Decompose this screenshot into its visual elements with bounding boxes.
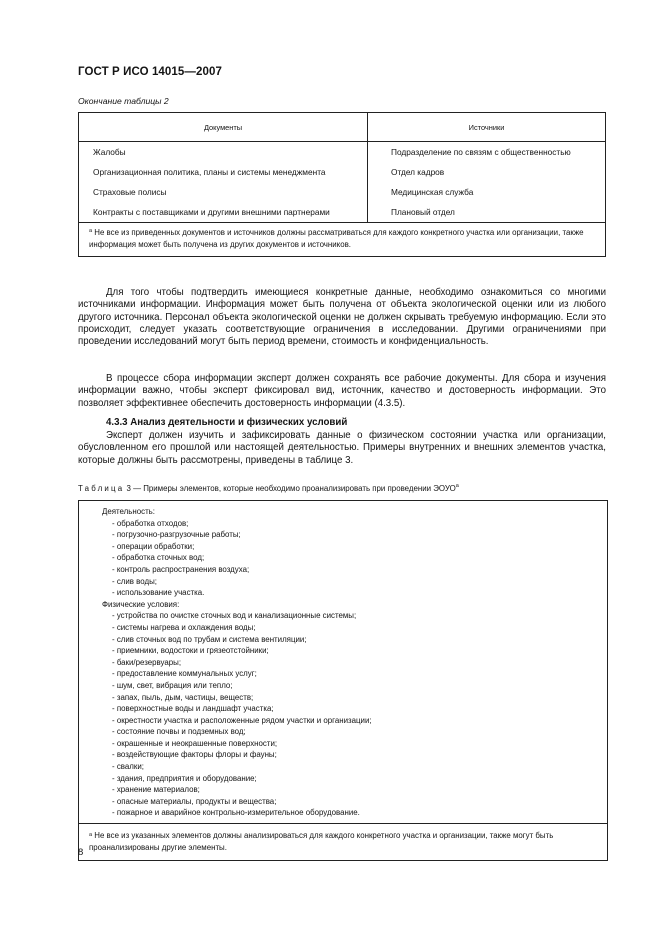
list-item: - шум, свет, вибрация или тепло; [112, 680, 233, 690]
list-item: - системы нагрева и охлаждения воды; [112, 622, 256, 632]
table2-doc-cell: Организационная политика, планы и системы менеджмента [79, 162, 368, 182]
table2-continuation-caption: Окончание таблицы 2 [78, 96, 169, 106]
table2-col-sources: Источники [368, 113, 606, 142]
group-list [102, 518, 599, 599]
table2-footnote-text: Не все из приведенных документов и источников должны рассматриваться для каждого конкретного участка или организации, также информация может быть получена из других документов и источников. [89, 228, 584, 249]
footnote-mark: а [89, 832, 93, 839]
table2-src-cell: Плановый отдел [368, 202, 606, 223]
table-row [79, 162, 606, 182]
list-item: - свалки; [112, 762, 144, 772]
paragraph [78, 287, 606, 348]
paragraph-text: Для того чтобы подтвердить имеющиеся конкретные данные, необходимо ознакомиться со многими источниками информации. Информация может быть получена от объекта экологической оценки или из любого другого источника. Персонал объекта экологической оценки не должен скрывать требуемую информацию. Если это происходит, следует указать соответствующие ограничения в исследовании. Другими ограничениями при проведении исследований могут быть период времени, стоимость и конфиденциальность. [78, 287, 606, 348]
footnote-mark: а [455, 483, 459, 489]
list-item: - баки/резервуары; [112, 657, 182, 667]
list-item: - слив сточных вод по трубам и система вентиляции; [112, 634, 307, 644]
list-item: - опасные материалы, продукты и вещества; [112, 796, 277, 806]
table2-footnote [79, 223, 606, 257]
list-item: - слив воды; [112, 576, 157, 586]
table-row [79, 182, 606, 202]
table-row [79, 202, 606, 223]
list-item: - пожарное и аварийное контрольно-измерительное оборудование. [112, 808, 360, 818]
section-heading: 4.3.3 Анализ деятельности и физических условий [106, 417, 348, 428]
table3-footnote-text: Не все из указанных элементов должны анализироваться для каждого конкретного участка и организации, также могут быть проанализированы другие элементы. [89, 831, 554, 853]
group-list [102, 610, 599, 819]
list-item: - окрашенные и неокрашенные поверхности; [112, 738, 278, 748]
table2-doc-cell: Контракты с поставщиками и другими внешними партнерами [79, 202, 368, 223]
table2-doc-cell: Страховые полисы [79, 182, 368, 202]
table2-src-cell: Отдел кадров [368, 162, 606, 182]
list-item: - предоставление коммунальных услуг; [112, 669, 257, 679]
table-row [79, 142, 606, 163]
table2-note-row [79, 223, 606, 257]
table3-caption-text: 3 — Примеры элементов, которые необходимо проанализировать при проведении ЭОУО [126, 484, 456, 493]
list-item: - приемники, водостоки и грязеотстойники; [112, 646, 269, 656]
table3-caption [78, 484, 459, 493]
list-item: - поверхностные воды и ландшафт участка; [112, 704, 274, 714]
paragraph [78, 373, 606, 410]
list-item: - использование участка. [112, 588, 205, 598]
list-item: - погрузочно-разгрузочные работы; [112, 530, 241, 540]
table3-footnote [79, 824, 607, 860]
table2-header-row [79, 113, 606, 142]
page-number: 8 [78, 847, 84, 858]
list-item: - хранение материалов; [112, 785, 200, 795]
list-item: - здания, предприятия и оборудование; [112, 773, 257, 783]
table2 [78, 112, 606, 257]
paragraph-text: В процессе сбора информации эксперт должен сохранять все рабочие документы. Для сбора и изучения информации важно, чтобы эксперт фиксировал вид, источник, качество и достоверность информации. Это позволяет эффективнее обеспечить достоверность информации (4.3.5). [78, 373, 606, 409]
table2-col-documents: Документы [79, 113, 368, 142]
paragraph [78, 430, 606, 467]
list-item: - операции обработки; [112, 541, 195, 551]
list-item: - обработка сточных вод; [112, 553, 205, 563]
table3-caption-prefix: Таблица [78, 484, 125, 493]
table2-src-cell: Медицинская служба [368, 182, 606, 202]
footnote-mark: а [89, 228, 93, 234]
table3 [78, 500, 608, 861]
list-item: - устройства по очистке сточных вод и канализационные системы; [112, 611, 357, 621]
paragraph-text: Эксперт должен изучить и зафиксировать данные о физическом состоянии участка или организации, обусловленном его прошлой или настоящей деятельностью. Примеры внутренних и внешних элементов участка, которые должны быть рассмотрены, приведены в таблице 3. [78, 430, 606, 466]
group-title: Деятельность: [102, 507, 155, 516]
list-item: - окрестности участка и расположенные рядом участки и организации; [112, 715, 372, 725]
group-title: Физические условия: [102, 599, 180, 609]
table3-body [79, 501, 607, 824]
table2-src-cell: Подразделение по связям с общественностью [368, 142, 606, 163]
list-item: - состояние почвы и подземных вод; [112, 727, 246, 737]
list-item: - запах, пыль, дым, частицы, веществ; [112, 692, 254, 702]
list-item: - воздействующие факторы флоры и фауны; [112, 750, 277, 760]
list-item: - контроль распространения воздуха; [112, 564, 250, 574]
list-item: - обработка отходов; [112, 518, 189, 528]
table2-doc-cell: Жалобы [79, 142, 368, 163]
document-header: ГОСТ Р ИСО 14015—2007 [78, 66, 223, 78]
